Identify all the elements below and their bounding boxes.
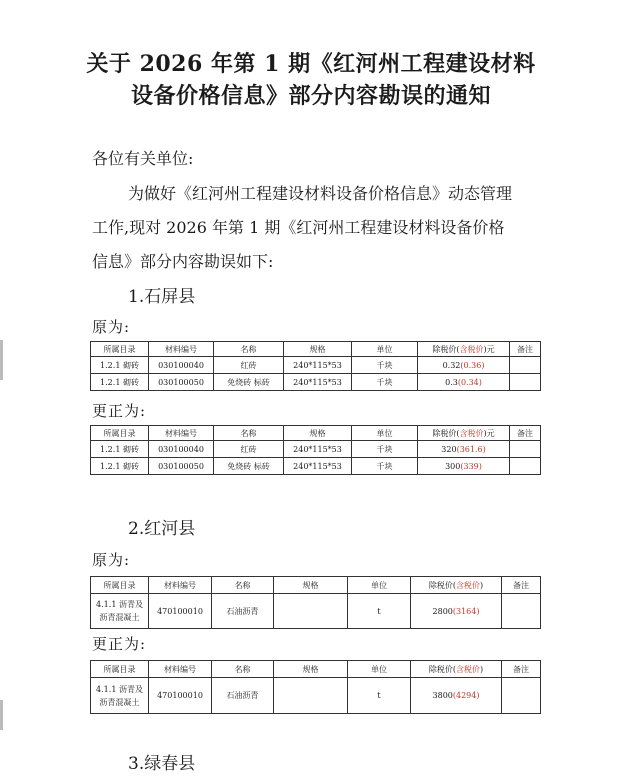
cell-remark bbox=[510, 374, 541, 391]
table-row bbox=[91, 594, 541, 629]
header-spec: 规格 bbox=[274, 577, 348, 594]
header-spec: 规格 bbox=[284, 342, 352, 357]
header-name: 名称 bbox=[212, 577, 274, 594]
header-remark: 备注 bbox=[510, 426, 541, 441]
cell-price: 300(339) bbox=[418, 458, 510, 475]
cell-remark bbox=[502, 678, 541, 714]
label-original: 原为: bbox=[92, 318, 131, 336]
cell-code: 030100040 bbox=[149, 357, 214, 374]
cell-remark bbox=[502, 594, 541, 629]
label-original: 原为: bbox=[92, 551, 131, 569]
header-name: 名称 bbox=[214, 426, 284, 441]
header-code: 材料编号 bbox=[149, 661, 212, 678]
cell-remark bbox=[510, 357, 541, 374]
cell-remark bbox=[510, 458, 541, 475]
header-category: 所属目录 bbox=[91, 342, 149, 357]
cell-name: 石油沥青 bbox=[212, 678, 274, 714]
table-row bbox=[91, 458, 541, 475]
cell-code: 470100010 bbox=[149, 678, 212, 714]
salutation: 各位有关单位: bbox=[92, 149, 194, 168]
header-spec: 规格 bbox=[284, 426, 352, 441]
header-price: 除税价(含税价)元 bbox=[418, 426, 510, 441]
table-header-row bbox=[91, 661, 541, 678]
section-title-honghe: 2.红河县 bbox=[128, 519, 196, 539]
cell-remark bbox=[510, 441, 541, 458]
cell-spec bbox=[274, 678, 348, 714]
cell-category: 1.2.1 砌砖 bbox=[91, 374, 149, 391]
cell-unit: t bbox=[348, 594, 411, 629]
header-name: 名称 bbox=[214, 342, 284, 357]
header-unit: 单位 bbox=[348, 661, 411, 678]
table-row bbox=[91, 678, 541, 714]
body-line-3: 信息》部分内容勘误如下: bbox=[92, 252, 274, 271]
body-line-2: 工作,现对 2026 年第 1 期《红河州工程建设材料设备价格 bbox=[92, 218, 505, 237]
document-title-line-2: 设备价格信息》部分内容勘误的通知 bbox=[130, 83, 491, 109]
table-shiping-original bbox=[90, 341, 541, 391]
table-header-row bbox=[91, 577, 541, 594]
table-honghe-corrected bbox=[90, 660, 541, 714]
header-remark: 备注 bbox=[510, 342, 541, 357]
cell-price: 0.3(0.34) bbox=[418, 374, 510, 391]
cell-name: 红砖 bbox=[214, 441, 284, 458]
cell-price: 3800(4294) bbox=[411, 678, 502, 714]
cell-unit: 千块 bbox=[352, 374, 418, 391]
table-row bbox=[91, 357, 541, 374]
header-category: 所属目录 bbox=[91, 426, 149, 441]
header-unit: 单位 bbox=[348, 577, 411, 594]
header-price: 除税价(含税价) bbox=[411, 577, 502, 594]
header-remark: 备注 bbox=[502, 577, 541, 594]
header-code: 材料编号 bbox=[149, 426, 214, 441]
label-corrected: 更正为: bbox=[92, 402, 147, 420]
table-header-row bbox=[91, 342, 541, 357]
cell-price: 320(361.6) bbox=[418, 441, 510, 458]
header-category: 所属目录 bbox=[91, 577, 149, 594]
cell-name: 免烧砖 标砖 bbox=[214, 458, 284, 475]
cell-unit: 千块 bbox=[352, 458, 418, 475]
header-category: 所属目录 bbox=[91, 661, 149, 678]
cell-category: 1.2.1 砌砖 bbox=[91, 458, 149, 475]
body-line-1: 为做好《红河州工程建设材料设备价格信息》动态管理 bbox=[128, 184, 513, 203]
cell-spec: 240*115*53 bbox=[284, 458, 352, 475]
header-remark: 备注 bbox=[502, 661, 541, 678]
cell-name: 红砖 bbox=[214, 357, 284, 374]
table-shiping-corrected bbox=[90, 425, 541, 475]
cell-name: 石油沥青 bbox=[212, 594, 274, 629]
header-code: 材料编号 bbox=[149, 342, 214, 357]
cell-unit: 千块 bbox=[352, 441, 418, 458]
cell-category: 1.2.1 砌砖 bbox=[91, 357, 149, 374]
table-row bbox=[91, 441, 541, 458]
cell-code: 030100040 bbox=[149, 441, 214, 458]
header-unit: 单位 bbox=[352, 342, 418, 357]
cell-price: 0.32(0.36) bbox=[418, 357, 510, 374]
header-price: 除税价(含税价) bbox=[411, 661, 502, 678]
scan-edge-mark bbox=[0, 700, 3, 730]
header-price: 除税价(含税价)元 bbox=[418, 342, 510, 357]
cell-spec: 240*115*53 bbox=[284, 357, 352, 374]
header-code: 材料编号 bbox=[149, 577, 212, 594]
cell-unit: t bbox=[348, 678, 411, 714]
table-honghe-original bbox=[90, 576, 541, 629]
section-title-lvchun: 3.绿春县 bbox=[128, 754, 196, 774]
table-header-row bbox=[91, 426, 541, 441]
section-title-shiping: 1.石屏县 bbox=[128, 287, 196, 307]
document-title-line-1: 关于 2026 年第 1 期《红河州工程建设材料 bbox=[86, 51, 536, 77]
cell-spec bbox=[274, 594, 348, 629]
cell-category: 4.1.1 沥青及沥青混凝土 bbox=[91, 678, 149, 714]
label-corrected: 更正为: bbox=[92, 635, 147, 653]
cell-spec: 240*115*53 bbox=[284, 374, 352, 391]
cell-spec: 240*115*53 bbox=[284, 441, 352, 458]
header-name: 名称 bbox=[212, 661, 274, 678]
cell-category: 1.2.1 砌砖 bbox=[91, 441, 149, 458]
cell-code: 470100010 bbox=[149, 594, 212, 629]
cell-unit: 千块 bbox=[352, 357, 418, 374]
header-unit: 单位 bbox=[352, 426, 418, 441]
header-spec: 规格 bbox=[274, 661, 348, 678]
cell-code: 030100050 bbox=[149, 458, 214, 475]
cell-category: 4.1.1 沥青及沥青混凝土 bbox=[91, 594, 149, 629]
cell-price: 2800(3164) bbox=[411, 594, 502, 629]
cell-name: 免烧砖 标砖 bbox=[214, 374, 284, 391]
scan-edge-mark bbox=[0, 340, 3, 380]
table-row bbox=[91, 374, 541, 391]
cell-code: 030100050 bbox=[149, 374, 214, 391]
